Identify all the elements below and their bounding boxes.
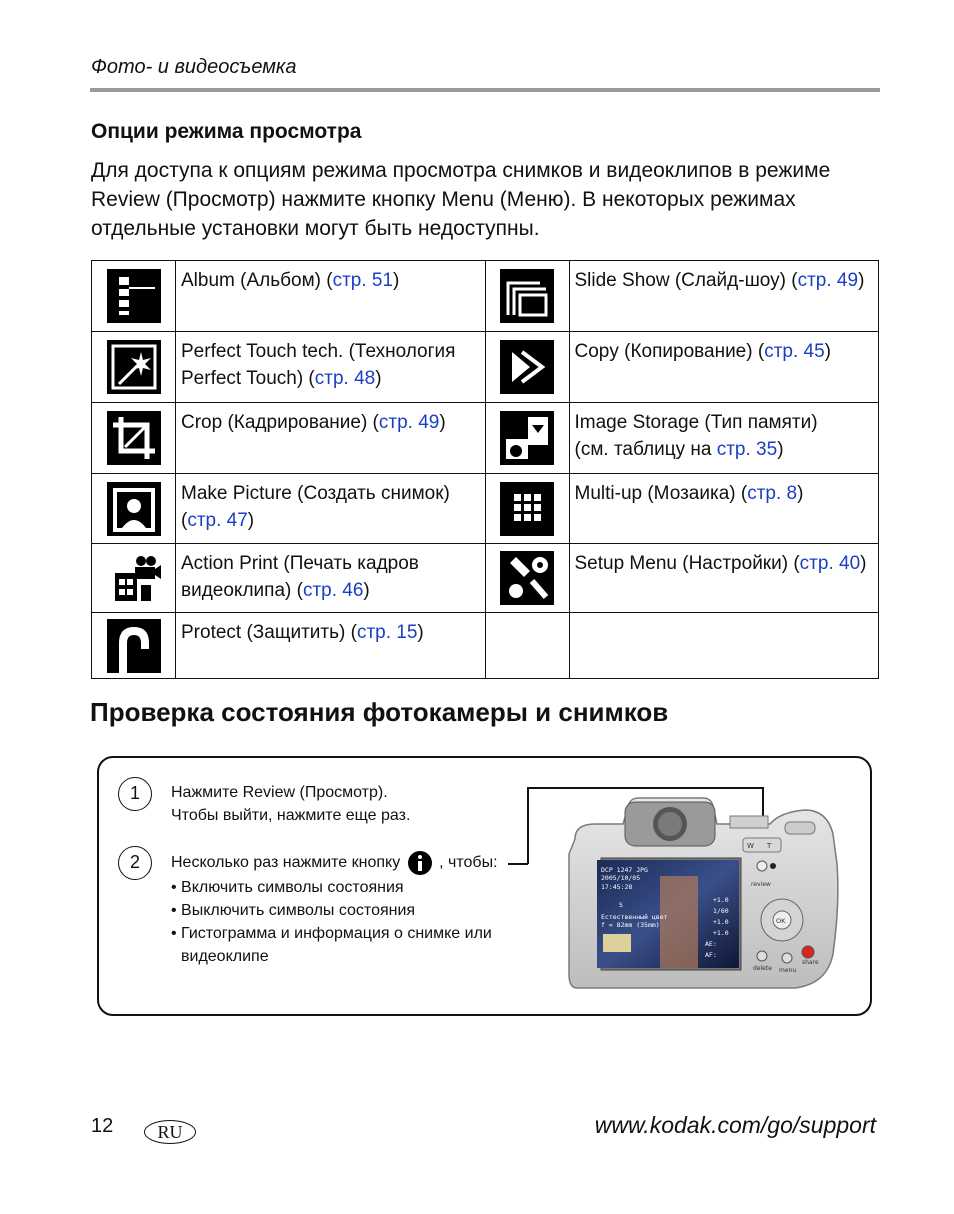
- lcd-text: +1.0: [713, 918, 729, 926]
- setup-menu-icon: [500, 551, 554, 605]
- page-number: 12: [91, 1115, 114, 1137]
- option-action-print: Action Print (Печать кадров видеоклипа) (стр. 46): [176, 544, 486, 613]
- album-icon-cell: [92, 261, 176, 332]
- page-link[interactable]: стр. 46: [302, 580, 364, 601]
- option-album: Album (Альбом) (стр. 51): [176, 261, 486, 332]
- bullet-item: • Выключить символы состояния: [171, 902, 416, 919]
- step-2-text: Несколько раз нажмите кнопку , чтобы: • Включить символы состояния • Выключить символы состояния • Гистограмма и информация о снимке или видеоклипе: [171, 850, 498, 968]
- page-link[interactable]: стр. 40: [799, 553, 861, 574]
- step-1-text: Нажмите Review (Просмотр). Чтобы выйти, нажмите еще раз.: [171, 784, 411, 824]
- lcd-text: DCP 1247 JPG: [601, 866, 648, 874]
- slideshow-icon: [500, 269, 554, 323]
- section-title: Опции режима просмотра: [91, 120, 362, 143]
- callout-line: [508, 863, 528, 865]
- crop-icon-cell: [92, 403, 176, 474]
- crop-icon: [107, 411, 161, 465]
- status-section-title: Проверка состояния фотокамеры и снимков: [90, 697, 669, 727]
- perfect-touch-icon-cell: [92, 332, 176, 403]
- slideshow-icon-cell: [485, 261, 569, 332]
- page-link[interactable]: стр. 8: [747, 483, 798, 504]
- share-label: share: [802, 959, 819, 966]
- lcd-text: 17:45:28: [601, 883, 633, 891]
- setup-menu-icon-cell: [485, 544, 569, 613]
- intro-paragraph: [91, 156, 881, 243]
- make-picture-icon: [107, 482, 161, 536]
- bullet-item: видеоклипе: [181, 948, 269, 965]
- page-header-title: Фото- и видеосъемка: [91, 56, 297, 78]
- lcd-text: 1/60: [713, 907, 729, 915]
- support-url[interactable]: www.kodak.com/go/support: [594, 1112, 876, 1138]
- option-multi-up: Multi-up (Мозаика) (стр. 8): [569, 474, 879, 544]
- page-link[interactable]: стр. 15: [356, 622, 418, 643]
- album-icon: [107, 269, 161, 323]
- image-storage-icon-cell: [485, 403, 569, 474]
- bullet-item: • Включить символы состояния: [171, 879, 404, 896]
- option-slideshow: Slide Show (Слайд-шоу) (стр. 49): [569, 261, 879, 332]
- delete-label: delete: [753, 965, 772, 972]
- page-link[interactable]: стр. 51: [332, 270, 394, 291]
- lcd-text: AE:: [705, 940, 717, 948]
- page-link[interactable]: стр. 48: [314, 368, 376, 389]
- multi-up-icon: [500, 482, 554, 536]
- lcd-text: +1.0: [713, 929, 729, 937]
- language-badge: RU: [144, 1120, 196, 1144]
- option-crop: Crop (Кадрирование) (стр. 49): [176, 403, 486, 474]
- intro-line: отдельные установки могут быть недоступны.: [91, 217, 540, 240]
- lcd-text: AF:: [705, 951, 717, 959]
- action-print-icon-cell: [92, 544, 176, 613]
- callout-line: [527, 787, 529, 864]
- menu-label: menu: [779, 967, 797, 974]
- review-button: [757, 861, 767, 871]
- intro-line: Review (Просмотр) нажмите кнопку Menu (Меню). В некоторых режимах: [91, 188, 796, 211]
- lcd-text: Естественный цвет: [601, 913, 668, 921]
- info-icon: [408, 851, 432, 875]
- option-setup-menu: Setup Menu (Настройки) (стр. 40): [569, 544, 879, 613]
- copy-icon: [500, 340, 554, 394]
- protect-icon-cell: [92, 613, 176, 679]
- option-make-picture: Make Picture (Создать снимок) (стр. 47): [176, 474, 486, 544]
- page-link[interactable]: стр. 49: [378, 412, 440, 433]
- multi-up-icon-cell: [485, 474, 569, 544]
- action-print-icon: [107, 551, 161, 605]
- make-picture-icon-cell: [92, 474, 176, 544]
- option-image-storage: Image Storage (Тип памяти) (см. таблицу на стр. 35): [569, 403, 879, 474]
- perfect-touch-icon: [107, 340, 161, 394]
- zoom-wide-label: W: [747, 842, 754, 850]
- camera-back-illustration: [565, 794, 850, 992]
- intro-line: Для доступа к опциям режима просмотра снимков и видеоклипов в режиме: [91, 159, 831, 182]
- option-perfect-touch: Perfect Touch tech. (Технология Perfect Touch) (стр. 48): [176, 332, 486, 403]
- lcd-text: +1.0: [713, 896, 729, 904]
- page-link[interactable]: стр. 47: [187, 510, 248, 531]
- copy-icon-cell: [485, 332, 569, 403]
- ok-label: OK: [776, 917, 786, 925]
- page-link[interactable]: стр. 35: [716, 439, 778, 460]
- lcd-text: f = 82mm (35mm): [601, 921, 660, 929]
- callout-line: [528, 787, 764, 789]
- empty-cell: [569, 613, 879, 679]
- option-copy: Copy (Копирование) (стр. 45): [569, 332, 879, 403]
- review-label: review: [751, 881, 771, 888]
- lcd-text: 2005/10/05: [601, 874, 641, 882]
- header-divider: [90, 88, 880, 92]
- lcd-text: S: [619, 901, 623, 909]
- protect-icon: [107, 619, 161, 673]
- zoom-tele-label: T: [767, 842, 772, 850]
- page-link[interactable]: стр. 49: [797, 270, 859, 291]
- image-storage-icon: [500, 411, 554, 465]
- option-protect: Protect (Защитить) (стр. 15): [176, 613, 486, 679]
- page-link[interactable]: стр. 45: [764, 341, 825, 362]
- empty-cell: [485, 613, 569, 679]
- review-options-table: [91, 260, 879, 679]
- step-number: 2: [118, 846, 152, 880]
- bullet-item: • Гистограмма и информация о снимке или: [171, 925, 492, 942]
- step-number: 1: [118, 777, 152, 811]
